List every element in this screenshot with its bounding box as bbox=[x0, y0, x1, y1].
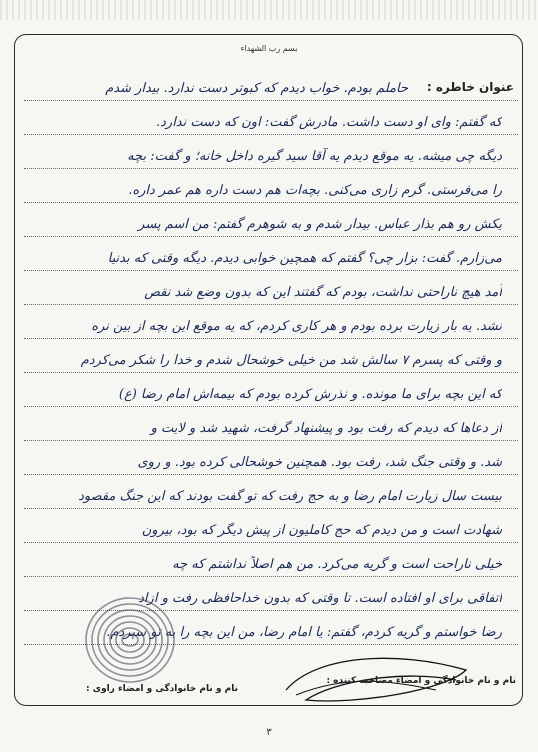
handwritten-line: که گفتم: وای او دست داشت. مادرش گفت: اون که دست ندارد. bbox=[156, 115, 502, 130]
ruled-line bbox=[24, 542, 518, 543]
ruled-line bbox=[24, 576, 518, 577]
ruled-line bbox=[24, 270, 518, 271]
page-header: بسم رب الشهداء bbox=[240, 44, 298, 53]
handwritten-line: رضا خواستم و گریه کردم، گفتم: یا امام رضا، من این بچه را به تو سپردم. bbox=[106, 625, 502, 640]
handwritten-line: یکش رو هم بذار عباس. بیدار شدم و به شوهرم گفتم: من اسم پسر bbox=[138, 217, 502, 232]
handwritten-line: نشد. یه بار زیارت برده بودم و هر کاری کردم، که یه موقع این بچه از بین نره bbox=[91, 319, 502, 334]
ruled-line bbox=[24, 440, 518, 441]
handwritten-line: می‌زارم. گفت: بزار چی؟ گفتم که همچین خوابی دیدم. دیگه وقتی که بدنیا bbox=[107, 251, 502, 266]
handwritten-line: که این بچه برای ما مونده. و نذرش کرده بودم که بیمه‌اش امام رضا (ع) bbox=[118, 387, 502, 402]
handwritten-line: خیلی ناراحت است و گریه می‌کرد. من هم اصلاً نداشتم که چه bbox=[172, 557, 502, 572]
handwritten-line: از دعاها که دیدم که رفت بود و پیشنهاد گرفت، شهید شد و لایت و bbox=[150, 421, 502, 436]
handwritten-line: شهادت است و من دیدم که حج کاملیون از پیش دیگر که بود، بیرون bbox=[141, 523, 502, 538]
fingerprint-mark bbox=[82, 594, 178, 686]
handwritten-line: اتفاقی برای او افتاده است. تا وقتی که بدون خداحافظی رفت و ازاد bbox=[138, 591, 502, 606]
narrator-signature-label: نام و نام خانوادگی و امضاء راوی : bbox=[86, 684, 238, 694]
title-label: عنوان خاطره : bbox=[426, 80, 514, 94]
handwritten-line: حاملم بودم. خواب دیدم که کبوتر دست ندارد. بیدار شدم bbox=[105, 81, 408, 96]
ruled-line bbox=[24, 236, 518, 237]
ruled-line bbox=[24, 372, 518, 373]
handwritten-line: و وقتی که پسرم ۷ سالش شد من خیلی خوشحال شدم و خدا را شکر می‌کردم bbox=[80, 353, 502, 368]
ruled-line bbox=[24, 304, 518, 305]
ruled-line bbox=[24, 168, 518, 169]
page-number: ۳ bbox=[266, 727, 272, 738]
handwritten-line: بیست سال زیارت امام رضا و به حج رفت که تو گفت بودند که این جنگ مقصود bbox=[78, 489, 502, 504]
handwritten-line: شد. و وقتی جنگ شد، رفت بود. همچنین خوشحالی کرده بود. و روی bbox=[137, 455, 502, 470]
ruled-line bbox=[24, 474, 518, 475]
handwritten-line: آمد هیچ ناراحتی نداشت، بودم که گفتند این که بدون وضع شد نقص bbox=[144, 285, 502, 300]
binding-strip bbox=[0, 0, 538, 20]
handwritten-line: را می‌فرستی. گرم زاری می‌کنی. بچه‌ات هم دست داره هم عمر داره. bbox=[128, 183, 502, 198]
ruled-line bbox=[24, 508, 518, 509]
ruled-line bbox=[24, 338, 518, 339]
interviewer-signature-label: نام و نام خانوادگی و امضاء مصاحبه کننده : bbox=[326, 676, 516, 686]
ruled-line bbox=[24, 100, 518, 101]
ruled-line bbox=[24, 406, 518, 407]
handwritten-line: دیگه چی میشه. یه موقع دیدم یه آقا سید گیره داخل خانه؛ و گفت: بچه bbox=[127, 149, 502, 164]
ruled-line bbox=[24, 202, 518, 203]
ruled-line bbox=[24, 134, 518, 135]
